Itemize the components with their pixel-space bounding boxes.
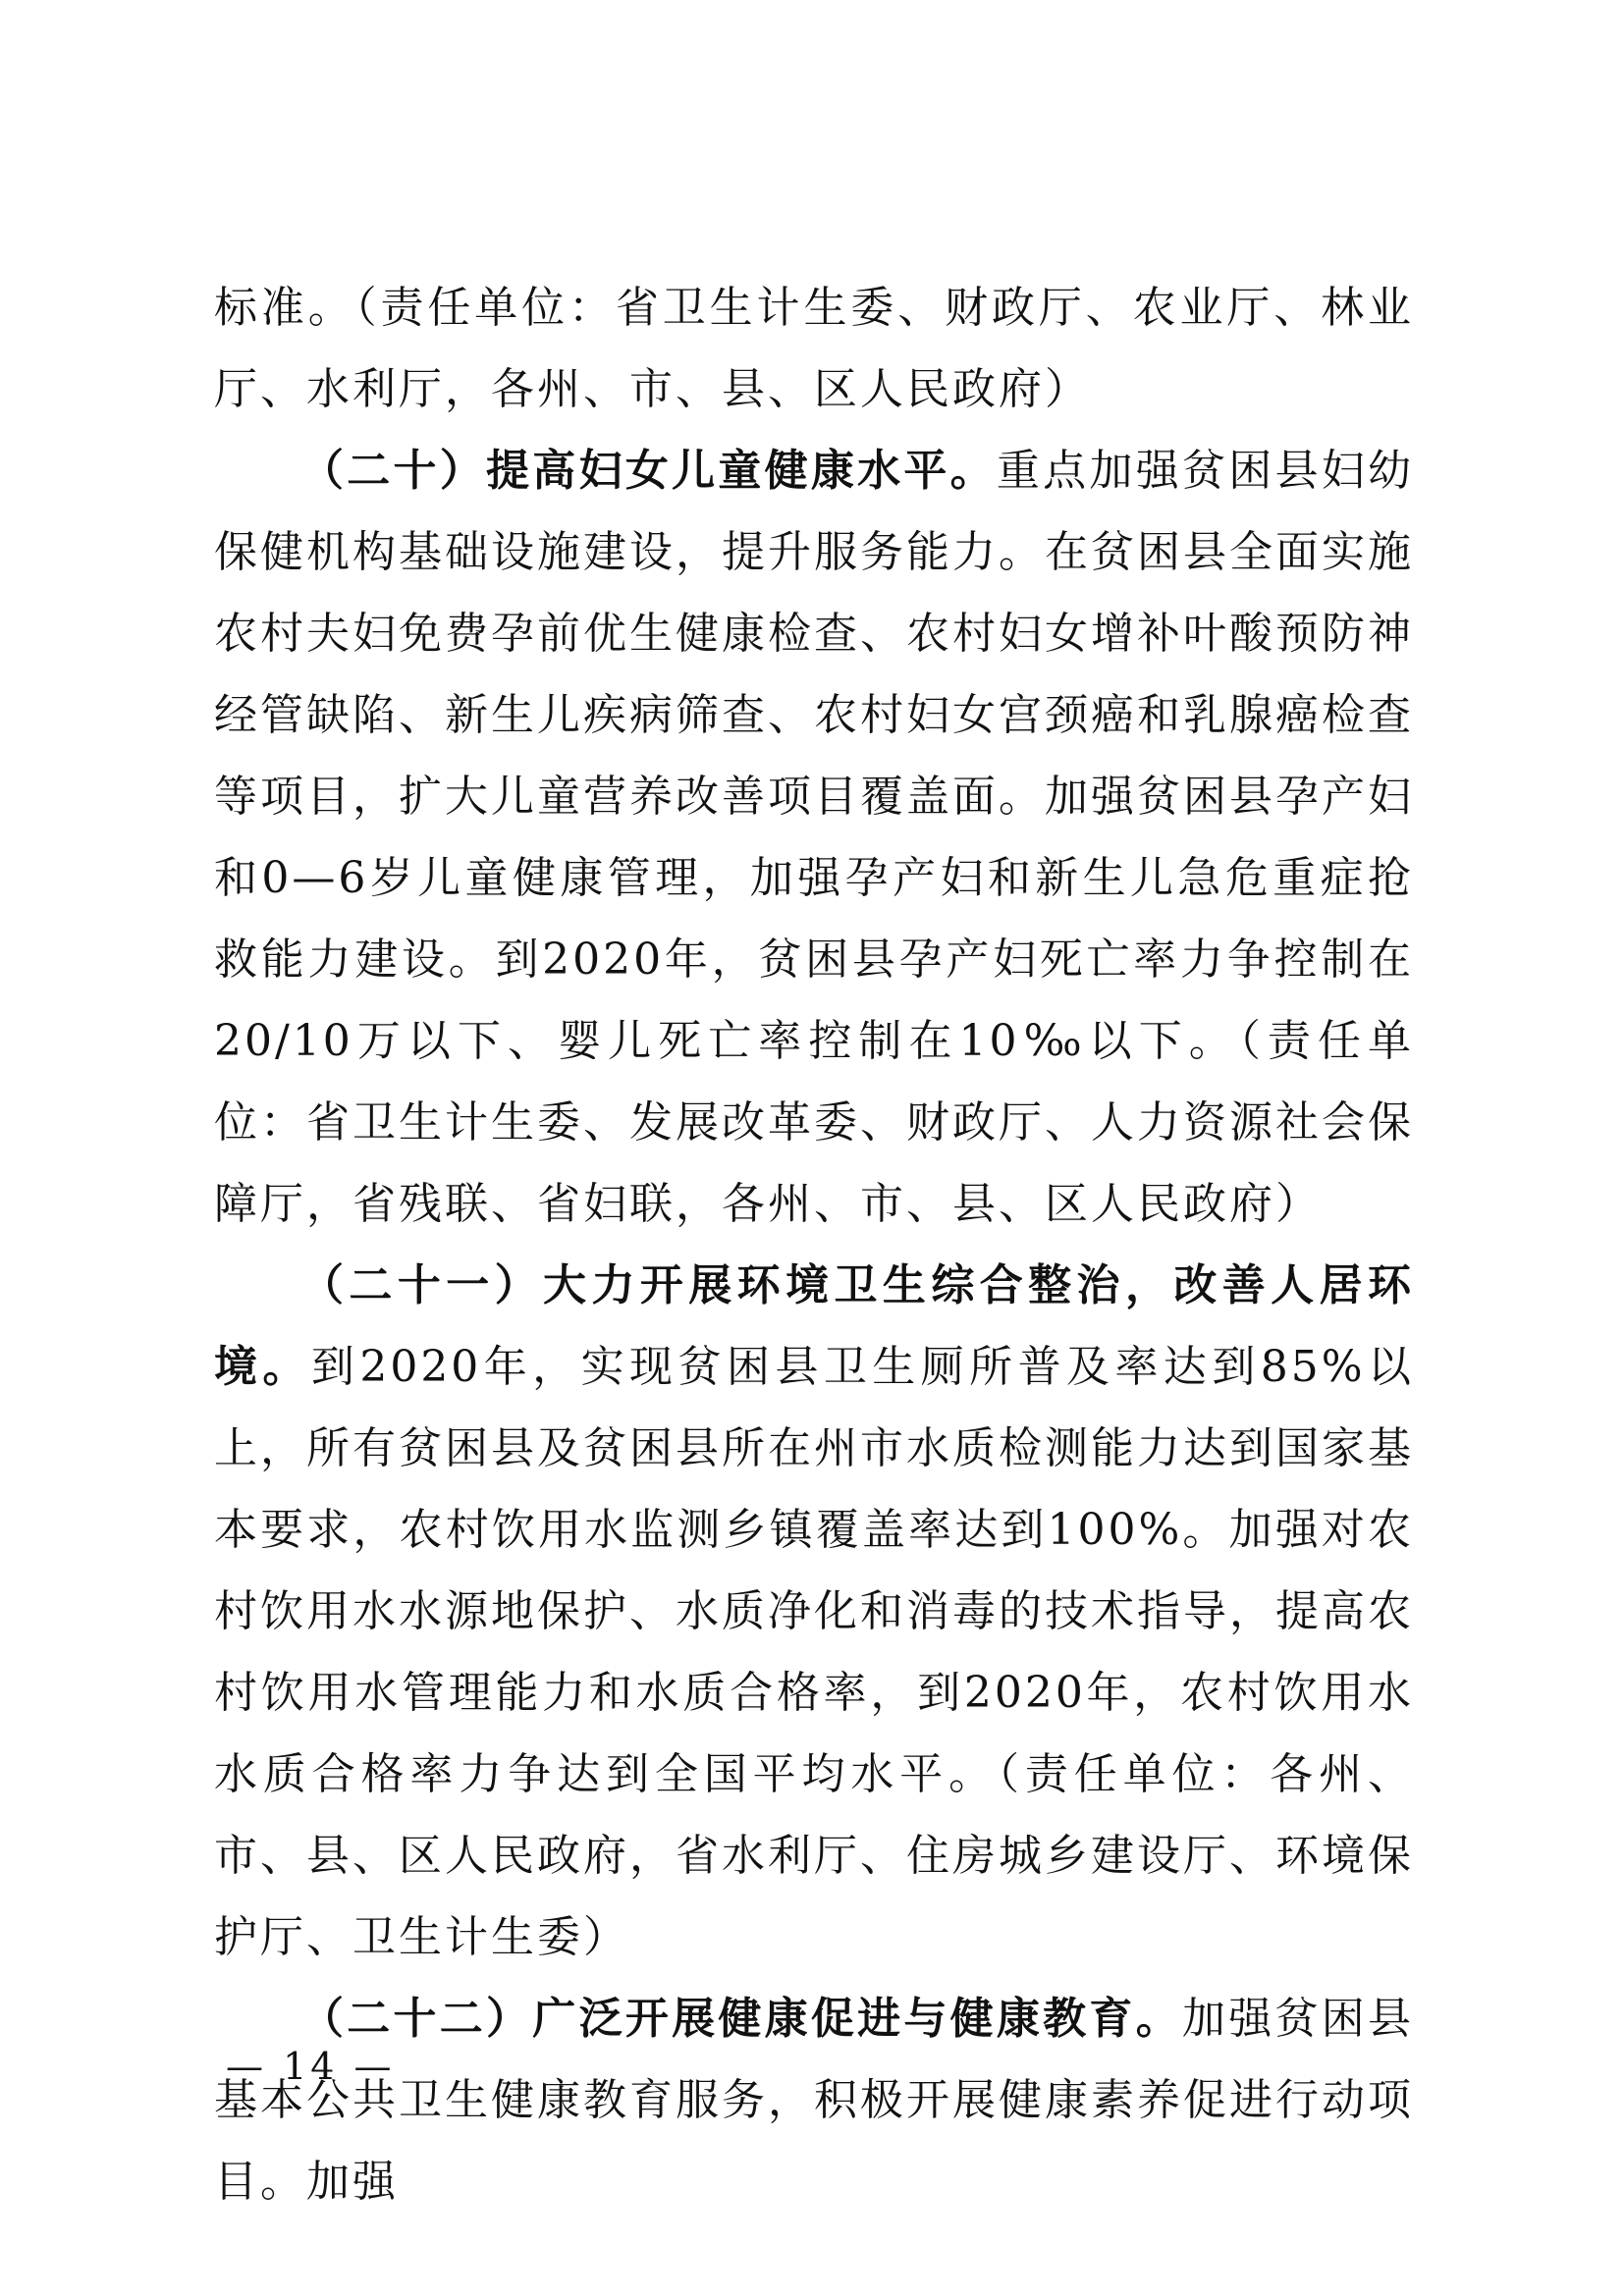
page-number: — 14 — xyxy=(226,2045,396,2088)
paragraph-continuation xyxy=(214,267,1414,430)
paragraph-text: 加强贫困县基本公共卫生健康教育服务，积极开展健康素养促进行动项目。加强 xyxy=(214,1994,1415,2207)
body-text xyxy=(214,267,1414,2222)
paragraph-item-20 xyxy=(214,430,1414,1245)
paragraph-heading: （二十）提高妇女儿童健康水平。 xyxy=(300,446,997,496)
paragraph-text: 标准。（责任单位：省卫生计生委、财政厅、农业厅、林业厅、水利厅，各州、市、县、区人民政府） xyxy=(214,283,1414,414)
paragraph-text: 到2020年，实现贫困县卫生厕所普及率达到85%以上，所有贫困县及贫困县所在州市水质检测能力达到国家基本要求，农村饮用水监测乡镇覆盖率达到100%。加强对农村饮用水水源地保护、水质净化和消毒的技术指导，提高农村饮用水管理能力和水质合格率，到2020年，农村饮用水水质合格率力争达到全国平均水平。（责任单位：各州、市、县、区人民政府，省水利厅、住房城乡建设厅、环境保护厅、卫生计生委） xyxy=(214,1342,1415,1962)
paragraph-text: 重点加强贫困县妇幼保健机构基础设施建设，提升服务能力。在贫困县全面实施农村夫妇免费孕前优生健康检查、农村妇女增补叶酸预防神经管缺陷、新生儿疾病筛查、农村妇女宫颈癌和乳腺癌检查等项目，扩大儿童营养改善项目覆盖面。加强贫困县孕产妇和0—6岁儿童健康管理，加强孕产妇和新生儿急危重症抢救能力建设。到2020年，贫困县孕产妇死亡率力争控制在20/10万以下、婴儿死亡率控制在10‰以下。（责任单位：省卫生计生委、发展改革委、财政厅、人力资源社会保障厅，省残联、省妇联，各州、市、县、区人民政府） xyxy=(214,446,1415,1229)
paragraph-item-21 xyxy=(214,1245,1414,1978)
paragraph-heading: （二十一）大力开展环境卫生综合整治，改善人居环境。 xyxy=(214,1260,1414,1392)
paragraph-heading: （二十二）广泛开展健康促进与健康教育。 xyxy=(300,1994,1182,2044)
paragraph-item-22 xyxy=(214,1978,1414,2222)
